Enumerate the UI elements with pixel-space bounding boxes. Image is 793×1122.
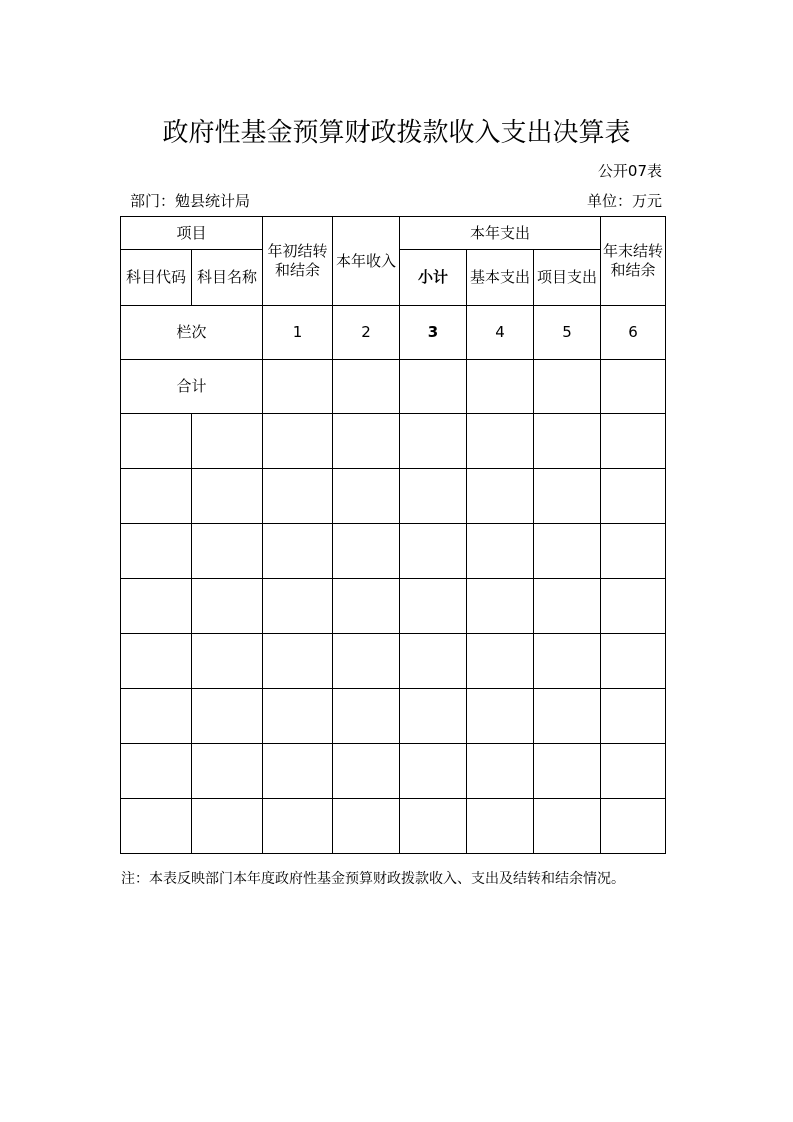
table-cell: [121, 634, 192, 689]
table-cell: [333, 414, 400, 469]
table-row: [121, 469, 666, 524]
table-cell: [534, 579, 601, 634]
table-cell: [400, 579, 467, 634]
total-cell: [534, 360, 601, 414]
header-subject-code: 科目代码: [121, 250, 192, 306]
table-cell: [400, 414, 467, 469]
table-cell: [400, 799, 467, 854]
table-cell: [263, 579, 333, 634]
table-cell: [601, 744, 666, 799]
column-index-6: 6: [601, 306, 666, 360]
table-row: [121, 799, 666, 854]
table-cell: [333, 579, 400, 634]
table-row: [121, 634, 666, 689]
table-cell: [601, 689, 666, 744]
table-cell: [534, 469, 601, 524]
table-cell: [192, 799, 263, 854]
table-cell: [263, 634, 333, 689]
table-row: [121, 414, 666, 469]
header-closing-balance: 年末结转和结余: [601, 217, 666, 306]
table-cell: [534, 689, 601, 744]
budget-table: [120, 216, 666, 854]
table-cell: [333, 634, 400, 689]
table-cell: [121, 744, 192, 799]
table-cell: [263, 469, 333, 524]
header-opening-balance: 年初结转和结余: [263, 217, 333, 306]
table-cell: [400, 634, 467, 689]
table-cell: [400, 744, 467, 799]
total-cell: [467, 360, 534, 414]
table-cell: [333, 799, 400, 854]
column-index-label: 栏次: [121, 306, 263, 360]
form-number: 公开07表: [597, 162, 662, 180]
column-index-1: 1: [263, 306, 333, 360]
header-subject-name: 科目名称: [192, 250, 263, 306]
table-row: [121, 744, 666, 799]
footnote: 注：本表反映部门本年度政府性基金预算财政拨款收入、支出及结转和结余情况。: [121, 871, 625, 887]
table-cell: [400, 469, 467, 524]
table-cell: [263, 414, 333, 469]
table-cell: [121, 524, 192, 579]
table-cell: [263, 689, 333, 744]
table-cell: [192, 579, 263, 634]
header-item: 项目: [121, 217, 263, 250]
table-cell: [121, 579, 192, 634]
table-cell: [400, 524, 467, 579]
header-income: 本年收入: [333, 217, 400, 306]
table-cell: [467, 524, 534, 579]
table-cell: [192, 414, 263, 469]
column-index-4: 4: [467, 306, 534, 360]
table-cell: [467, 744, 534, 799]
total-label: 合计: [121, 360, 263, 414]
table-row: [121, 689, 666, 744]
table-cell: [121, 469, 192, 524]
table-cell: [534, 524, 601, 579]
table-cell: [467, 414, 534, 469]
table-cell: [467, 689, 534, 744]
table-cell: [333, 524, 400, 579]
column-index-5: 5: [534, 306, 601, 360]
total-cell: [263, 360, 333, 414]
column-index-2: 2: [333, 306, 400, 360]
column-index-3: 3: [400, 306, 467, 360]
table-cell: [121, 799, 192, 854]
table-cell: [263, 799, 333, 854]
table-cell: [467, 799, 534, 854]
total-cell: [333, 360, 400, 414]
table-cell: [467, 579, 534, 634]
table-cell: [534, 799, 601, 854]
total-cell: [601, 360, 666, 414]
blank-rows: [121, 414, 666, 854]
header-expenditure: 本年支出: [400, 217, 601, 250]
table-cell: [333, 689, 400, 744]
header-project-expenditure: 项目支出: [534, 250, 601, 306]
table-cell: [601, 634, 666, 689]
header-basic-expenditure: 基本支出: [467, 250, 534, 306]
table-cell: [534, 414, 601, 469]
header-subtotal: 小计: [400, 250, 467, 306]
table-row: [121, 524, 666, 579]
table-cell: [192, 524, 263, 579]
table-cell: [333, 744, 400, 799]
table-cell: [601, 414, 666, 469]
total-cell: [400, 360, 467, 414]
page-title: 政府性基金预算财政拨款收入支出决算表: [162, 118, 631, 148]
table-cell: [601, 799, 666, 854]
table-cell: [121, 689, 192, 744]
department-label: 部门：勉县统计局: [130, 192, 251, 210]
table-cell: [467, 469, 534, 524]
table-cell: [601, 579, 666, 634]
table-cell: [192, 469, 263, 524]
table-cell: [192, 634, 263, 689]
table-cell: [534, 744, 601, 799]
table-cell: [121, 414, 192, 469]
table-cell: [601, 524, 666, 579]
table-cell: [534, 634, 601, 689]
table-cell: [192, 744, 263, 799]
table-cell: [601, 469, 666, 524]
table-cell: [400, 689, 467, 744]
unit-label: 单位：万元: [586, 192, 662, 210]
table-cell: [263, 524, 333, 579]
table-cell: [467, 634, 534, 689]
table-cell: [263, 744, 333, 799]
table-cell: [333, 469, 400, 524]
table-row: [121, 579, 666, 634]
table-cell: [192, 689, 263, 744]
